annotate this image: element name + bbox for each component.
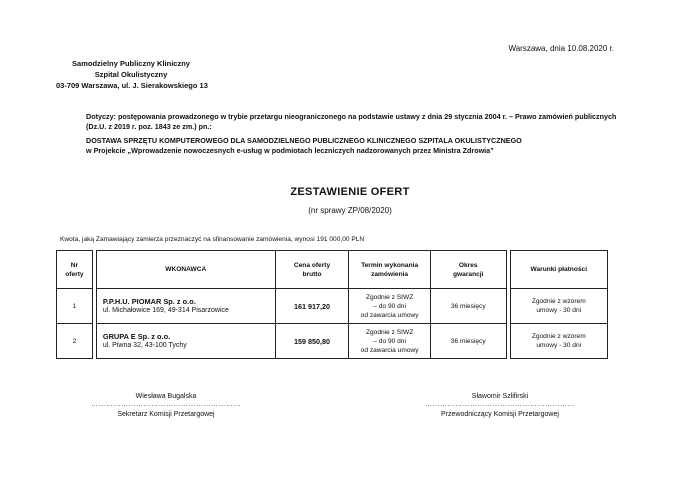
contractor-name: GRUPA E Sp. z o.o. <box>102 332 171 341</box>
cell-payment: Zgodnie z wzorem umowy - 30 dni <box>510 324 607 359</box>
cell-payment: Zgodnie z wzorem umowy - 30 dni <box>510 289 607 324</box>
cell-term: Zgodnie z SIWZ – do 90 dni od zawarcia umowy <box>349 289 431 324</box>
header-term: Termin wykonania zamówienia <box>349 251 431 289</box>
contractor-name: P.P.H.U. PIOMAR Sp. z o.o. <box>102 297 196 306</box>
contractor-address: ul. Michałowice 169, 49-314 Pisarzowice <box>102 307 229 314</box>
header-warranty: Okres gwarancji <box>430 251 506 289</box>
signature-chairman <box>400 393 600 418</box>
signature-secretary <box>66 393 266 418</box>
issuer-block <box>56 58 206 91</box>
header-contractor: WKONAWCA <box>96 251 275 289</box>
issuer-line: 03-709 Warszawa, ul. J. Sierakowskiego 13 <box>56 81 208 90</box>
signature-line: …………………………………………………… <box>425 401 575 408</box>
contractor-address: ul. Piwna 32, 43-100 Tychy <box>102 342 187 349</box>
table-row <box>57 289 608 324</box>
document-date: Warszawa, dnia 10.08.2020 r. <box>508 44 614 53</box>
signature-line: …………………………………………………… <box>91 401 241 408</box>
procurement-title-line: DOSTAWA SPRZĘTU KOMPUTEROWEGO DLA SAMODZIELNEGO PUBLICZNEGO KLINICZNEGO SZPITALA OKULISTYCZNEGO <box>86 136 522 145</box>
issuer-line: Samodzielny Publiczny Kliniczny <box>72 59 190 68</box>
cell-contractor <box>96 324 275 359</box>
cell-price: 159 850,80 <box>275 324 349 359</box>
cell-warranty: 36 miesięcy <box>430 324 506 359</box>
procurement-title <box>86 136 622 156</box>
header-payment: Warunki płatności <box>510 251 607 289</box>
cell-nr: 1 <box>57 289 93 324</box>
offers-table <box>56 250 608 359</box>
signatory-name: Wiesława Bugalska <box>135 393 197 400</box>
signatory-name: Sławomir Szlifirski <box>471 393 529 400</box>
header-nr: Nr oferty <box>57 251 93 289</box>
signatory-role: Przewodniczący Komisji Przetargowej <box>441 411 559 418</box>
cell-term: Zgodnie z SIWZ – do 90 dni od zawarcia umowy <box>349 324 431 359</box>
budget-statement: Kwota, jaką Zamawiający zamierza przeznaczyć na sfinansowanie zamówienia, wynosi 191 000,00 PLN <box>60 236 365 243</box>
issuer-line: Szpital Okulistyczny <box>94 70 168 79</box>
document-heading: ZESTAWIENIE OFERT <box>290 186 410 198</box>
signatory-role: Sekretarz Komisji Przetargowej <box>117 411 215 418</box>
subject-text: Dotyczy: postępowania prowadzonego w trybie przetargu nieograniczonego na podstawie ustawy z dnia 29 stycznia 2004 r. – Prawo zamówień publicznych (Dz.U. z 2019 r. poz. 1843 ze zm.) pn.: <box>86 112 617 131</box>
table-header-row <box>57 251 608 289</box>
cell-contractor <box>96 289 275 324</box>
header-price: Cena oferty brutto <box>275 251 349 289</box>
cell-warranty: 36 miesięcy <box>430 289 506 324</box>
cell-nr: 2 <box>57 324 93 359</box>
case-number: (nr sprawy ZP/08/2020) <box>308 206 392 215</box>
cell-price: 161 917,20 <box>275 289 349 324</box>
table-row <box>57 324 608 359</box>
procurement-title-line: w Projekcie „Wprowadzenie nowoczesnych e-usług w podmiotach leczniczych nadzorowanych przez Ministra Zdrowia” <box>86 146 494 155</box>
